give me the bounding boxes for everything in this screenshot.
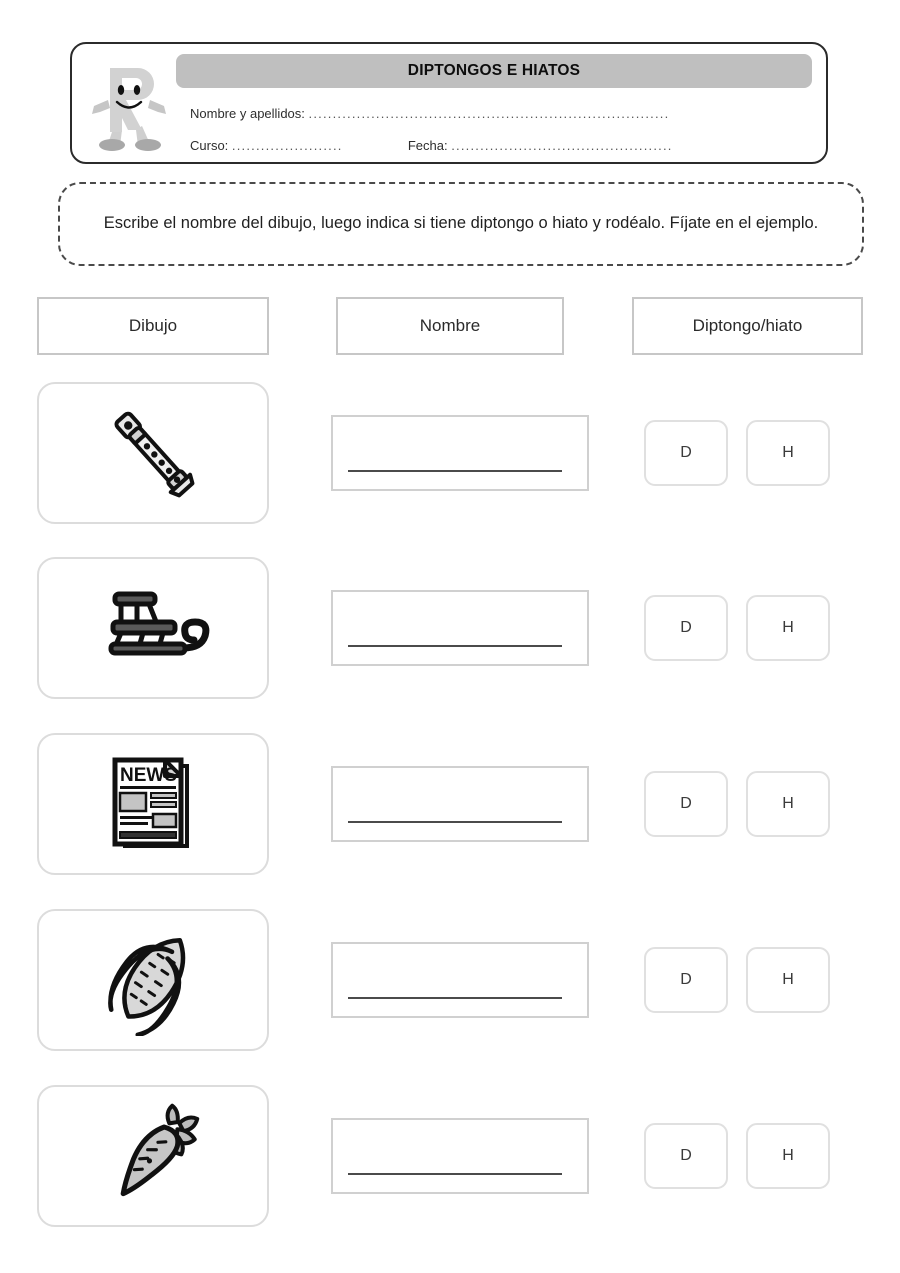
writing-line [348,1173,562,1175]
date-label: Fecha: [407,138,448,153]
option-diptongo-label: D [680,795,692,812]
course-date-field-row [190,138,802,153]
answer-name-field[interactable] [331,590,589,666]
writing-line [348,821,562,823]
answer-name-field[interactable] [331,1118,589,1194]
picture-cell [37,733,269,875]
option-diptongo-label: D [680,619,692,636]
option-hiato[interactable] [746,1123,830,1189]
option-diptongo-label: D [680,971,692,988]
picture-cell [37,1085,269,1227]
picture-cell [37,382,269,524]
instruction-box [58,182,864,266]
column-header-type-label: Diptongo/hiato [692,316,803,335]
date-field [408,138,673,153]
option-diptongo[interactable] [644,947,728,1013]
date-dots[interactable]: .............................................. [451,138,673,153]
writing-line [348,470,562,472]
option-hiato-label: H [782,971,794,988]
column-header-name-label: Nombre [419,316,481,335]
table-row [0,909,900,1059]
sled-icon [91,578,215,678]
option-diptongo[interactable] [644,595,728,661]
picture-cell [37,909,269,1051]
option-hiato[interactable] [746,420,830,486]
option-diptongo-label: D [680,1147,692,1164]
student-name-label: Nombre y apellidos: [190,106,305,121]
column-header-type [632,297,863,355]
column-header-drawing-label: Dibujo [128,316,178,335]
worksheet-title-bar [176,54,812,88]
answer-name-field[interactable] [331,766,589,842]
option-hiato-label: H [782,1147,794,1164]
writing-line [348,645,562,647]
worksheet-header-card [70,42,828,164]
option-diptongo[interactable] [644,771,728,837]
answer-name-field[interactable] [331,942,589,1018]
picture-cell [37,557,269,699]
option-hiato[interactable] [746,947,830,1013]
page-title: DIPTONGOS E HIATOS [407,62,581,79]
course-dots[interactable]: ....................... [231,138,343,153]
column-header-name [336,297,564,355]
course-field [190,138,343,153]
carrot-icon [97,1100,209,1212]
writing-line [348,997,562,999]
newspaper-icon [99,750,207,858]
student-name-dots[interactable]: ........................................................................... [308,106,670,121]
flute-icon [94,394,212,512]
option-hiato-label: H [782,619,794,636]
column-header-drawing [37,297,269,355]
option-hiato-label: H [782,444,794,461]
option-diptongo-label: D [680,444,692,461]
option-diptongo[interactable] [644,420,728,486]
table-row [0,733,900,883]
table-row [0,382,900,532]
course-label: Curso: [190,138,229,153]
option-hiato-label: H [782,795,794,812]
option-hiato[interactable] [746,595,830,661]
answer-name-field[interactable] [331,415,589,491]
corn-icon [97,924,209,1036]
table-row [0,1085,900,1235]
option-hiato[interactable] [746,771,830,837]
table-row [0,557,900,707]
newspaper-headline-text: NEWS [120,765,177,786]
student-name-field-row [190,106,802,121]
letter-r-character-icon [88,60,174,152]
instruction-text: Escribe el nombre del dibujo, luego indica si tiene diptongo o hiato y rodéalo. Fíjate en el ejemplo. [103,214,819,233]
option-diptongo[interactable] [644,1123,728,1189]
